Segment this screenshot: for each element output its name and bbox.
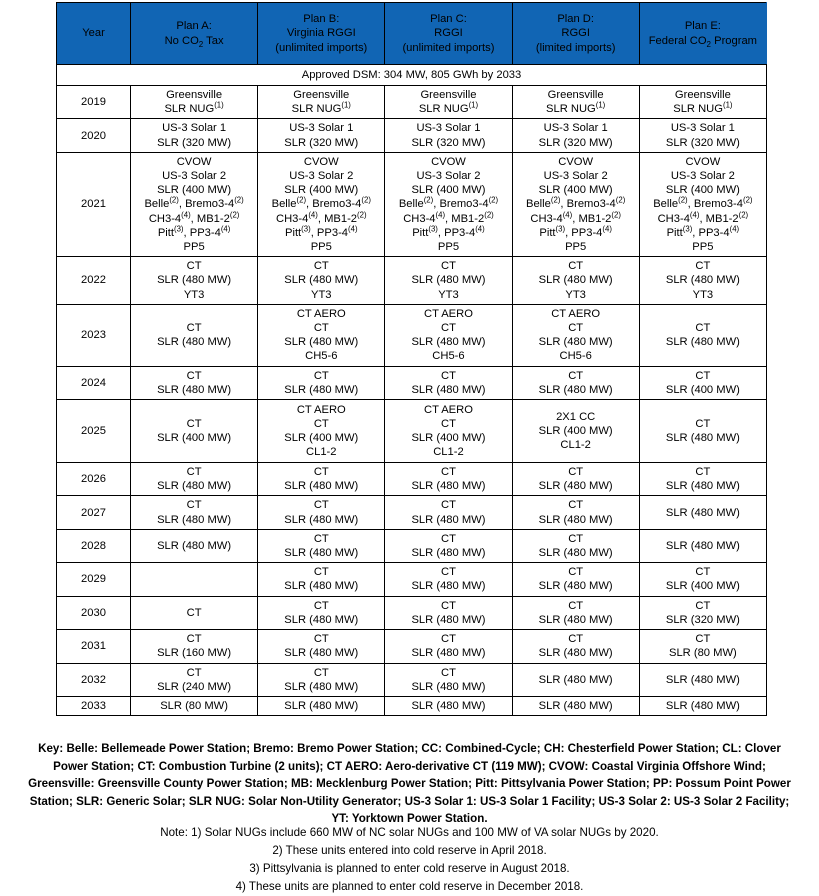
plan-a-cell: Greensville SLR NUG$^{(1)}$ xyxy=(131,86,258,119)
plan-b-cell: CT SLR (480 MW) xyxy=(258,663,385,696)
column-header-plan-e: Plan E: Federal $CO_2$ Program xyxy=(639,3,766,65)
plan-e-cell: SLR (480 MW) xyxy=(639,696,766,715)
plan-a-cell xyxy=(131,563,258,596)
plan-b-cell: Greensville SLR NUG$^{(1)}$ xyxy=(258,86,385,119)
year-cell: 2030 xyxy=(57,596,131,629)
plan-e-cell: SLR (480 MW) xyxy=(639,663,766,696)
plan-c-cell: CT SLR (480 MW) xyxy=(385,366,512,399)
key-line-2: Power Station; CT: Combustion Turbine (2 units); CT AERO: Aero-derivative CT (119 MW); CVOW: Coastal Virginia Offshore Wind; xyxy=(53,759,766,773)
plan-c-cell: CT SLR (480 MW) xyxy=(385,463,512,496)
plan-a-cell: CT SLR (400 MW) xyxy=(131,400,258,463)
key-line-3: Greensville: Greensville County Power Station; MB: Mecklenburg Power Station; Pitt: Pittsylvania Power Station; PP: Possum Point Power xyxy=(28,777,791,791)
year-cell: 2027 xyxy=(57,496,131,529)
year-cell: 2021 xyxy=(57,152,131,256)
plan-d-cell: SLR (480 MW) xyxy=(512,663,639,696)
key-line-4: Station; SLR: Generic Solar; SLR NUG: Solar Non-Utility Generator; US-3 Solar 1: US-3 Solar 1 Facility; US-3 Solar 2: US-3 Solar 2 Facility; xyxy=(29,794,790,808)
table-row xyxy=(57,257,767,305)
year-cell: 2019 xyxy=(57,86,131,119)
year-cell: 2020 xyxy=(57,119,131,152)
plan-b-cell: CT SLR (480 MW) xyxy=(258,463,385,496)
year-cell: 2025 xyxy=(57,400,131,463)
column-header-year: Year xyxy=(57,3,131,65)
plan-a-cell: SLR (80 MW) xyxy=(131,696,258,715)
plan-d-cell: CT SLR (480 MW) xyxy=(512,496,639,529)
key-line-5: YT: Yorktown Power Station. xyxy=(331,812,488,826)
plan-a-cell: CVOW US-3 Solar 2 SLR (400 MW) Belle$^{(2)}$, Bremo3-4$^{(2)}$ CH3-4$^{(4)}$, MB1-2$^{(2)}$ Pitt$^{(3)}$, PP3-4$^{(4)}$ PP5 xyxy=(131,152,258,256)
year-cell: 2026 xyxy=(57,463,131,496)
plan-c-cell: CT SLR (480 MW) YT3 xyxy=(385,257,512,305)
year-cell: 2024 xyxy=(57,366,131,399)
plan-c-cell: CT AERO CT SLR (480 MW) CH5-6 xyxy=(385,304,512,366)
plan-b-cell: US-3 Solar 1 SLR (320 MW) xyxy=(258,119,385,152)
year-cell: 2032 xyxy=(57,663,131,696)
table-row xyxy=(57,400,767,463)
plan-c-cell: CT SLR (480 MW) xyxy=(385,496,512,529)
year-cell: 2029 xyxy=(57,563,131,596)
approved-dsm-cell: Approved DSM: 304 MW, 805 GWh by 2033 xyxy=(57,65,767,86)
plan-b-cell: CT SLR (480 MW) xyxy=(258,563,385,596)
plan-a-cell: CT SLR (480 MW) YT3 xyxy=(131,257,258,305)
year-cell: 2022 xyxy=(57,257,131,305)
table-row xyxy=(57,119,767,152)
plan-e-cell: CVOW US-3 Solar 2 SLR (400 MW) Belle$^{(2)}$, Bremo3-4$^{(2)}$ CH3-4$^{(4)}$, MB1-2$^{(2)}$ Pitt$^{(3)}$, PP3-4$^{(4)}$ PP5 xyxy=(639,152,766,256)
plan-b-cell: SLR (480 MW) xyxy=(258,696,385,715)
plan-e-cell: CT SLR (480 MW) xyxy=(639,463,766,496)
table-row xyxy=(57,86,767,119)
table-row xyxy=(57,596,767,629)
plan-a-cell: US-3 Solar 1 SLR (320 MW) xyxy=(131,119,258,152)
notes-section xyxy=(18,824,801,896)
plan-b-cell: CT SLR (480 MW) xyxy=(258,366,385,399)
table-row xyxy=(57,563,767,596)
year-cell: 2028 xyxy=(57,529,131,562)
plan-b-cell: CT AERO CT SLR (480 MW) CH5-6 xyxy=(258,304,385,366)
table-body xyxy=(57,65,767,716)
table-row xyxy=(57,630,767,663)
plan-c-cell: CT SLR (480 MW) xyxy=(385,596,512,629)
table-row xyxy=(57,496,767,529)
year-cell: 2033 xyxy=(57,696,131,715)
plan-e-cell: CT SLR (320 MW) xyxy=(639,596,766,629)
column-header-plan-b: Plan B: Virginia RGGI (unlimited imports) xyxy=(258,3,385,65)
table-header xyxy=(57,3,767,65)
table-row xyxy=(57,529,767,562)
plan-b-cell: CT SLR (480 MW) xyxy=(258,596,385,629)
column-header-plan-d: Plan D: RGGI (limited imports) xyxy=(512,3,639,65)
plan-a-cell: CT SLR (480 MW) xyxy=(131,496,258,529)
table-row xyxy=(57,366,767,399)
year-cell: 2023 xyxy=(57,304,131,366)
plan-a-cell: CT SLR (480 MW) xyxy=(131,304,258,366)
plan-d-cell: CT SLR (480 MW) xyxy=(512,366,639,399)
plan-d-cell: CT SLR (480 MW) xyxy=(512,529,639,562)
note-1: Note: 1) Solar NUGs include 660 MW of NC solar NUGs and 100 MW of VA solar NUGs by 2020. xyxy=(160,826,659,839)
plan-comparison-table xyxy=(56,2,767,716)
plan-d-cell: SLR (480 MW) xyxy=(512,696,639,715)
plan-c-cell: CT AERO CT SLR (400 MW) CL1-2 xyxy=(385,400,512,463)
column-header-plan-c: Plan C: RGGI (unlimited imports) xyxy=(385,3,512,65)
plan-b-cell: CT SLR (480 MW) xyxy=(258,630,385,663)
plan-c-cell: SLR (480 MW) xyxy=(385,696,512,715)
note-4: 4) These units are planned to enter cold reserve in December 2018. xyxy=(235,880,584,893)
table-row xyxy=(57,152,767,256)
note-2: 2) These units entered into cold reserve in April 2018. xyxy=(272,844,547,857)
plan-d-cell: CT AERO CT SLR (480 MW) CH5-6 xyxy=(512,304,639,366)
plan-a-cell: SLR (480 MW) xyxy=(131,529,258,562)
plan-c-cell: CT SLR (480 MW) xyxy=(385,563,512,596)
plan-d-cell: CVOW US-3 Solar 2 SLR (400 MW) Belle$^{(2)}$, Bremo3-4$^{(2)}$ CH3-4$^{(4)}$, MB1-2$^{(2)}$ Pitt$^{(3)}$, PP3-4$^{(4)}$ PP5 xyxy=(512,152,639,256)
plan-c-cell: US-3 Solar 1 SLR (320 MW) xyxy=(385,119,512,152)
note-3: 3) Pittsylvania is planned to enter cold reserve in August 2018. xyxy=(249,862,570,875)
plan-e-cell: CT SLR (400 MW) xyxy=(639,366,766,399)
column-header-plan-a: Plan A: No $CO_2$ Tax xyxy=(131,3,258,65)
plan-b-cell: CT SLR (480 MW) YT3 xyxy=(258,257,385,305)
header-row xyxy=(57,3,767,65)
plan-c-cell: CT SLR (480 MW) xyxy=(385,630,512,663)
plan-a-cell: CT SLR (480 MW) xyxy=(131,366,258,399)
plan-d-cell: CT SLR (480 MW) xyxy=(512,463,639,496)
plan-d-cell: US-3 Solar 1 SLR (320 MW) xyxy=(512,119,639,152)
plan-a-cell: CT SLR (480 MW) xyxy=(131,463,258,496)
approved-dsm-row xyxy=(57,65,767,86)
plan-a-cell: CT SLR (160 MW) xyxy=(131,630,258,663)
plan-d-cell: CT SLR (480 MW) xyxy=(512,596,639,629)
plan-e-cell: CT SLR (480 MW) xyxy=(639,304,766,366)
plan-d-cell: CT SLR (480 MW) xyxy=(512,563,639,596)
plan-e-cell: Greensville SLR NUG$^{(1)}$ xyxy=(639,86,766,119)
plan-e-cell: CT SLR (480 MW) xyxy=(639,400,766,463)
table-row xyxy=(57,463,767,496)
plan-c-cell: CVOW US-3 Solar 2 SLR (400 MW) Belle$^{(2)}$, Bremo3-4$^{(2)}$ CH3-4$^{(4)}$, MB1-2$^{(2)}$ Pitt$^{(3)}$, PP3-4$^{(4)}$ PP5 xyxy=(385,152,512,256)
table-row xyxy=(57,696,767,715)
table-row xyxy=(57,304,767,366)
plan-d-cell: CT SLR (480 MW) xyxy=(512,630,639,663)
key-legend xyxy=(18,740,801,828)
plan-b-cell: CT AERO CT SLR (400 MW) CL1-2 xyxy=(258,400,385,463)
plan-e-cell: CT SLR (400 MW) xyxy=(639,563,766,596)
plan-a-cell: CT SLR (240 MW) xyxy=(131,663,258,696)
plan-e-cell: CT SLR (480 MW) YT3 xyxy=(639,257,766,305)
table-row xyxy=(57,663,767,696)
plan-d-cell: CT SLR (480 MW) YT3 xyxy=(512,257,639,305)
plan-c-cell: CT SLR (480 MW) xyxy=(385,663,512,696)
plan-e-cell: SLR (480 MW) xyxy=(639,529,766,562)
plan-b-cell: CT SLR (480 MW) xyxy=(258,529,385,562)
plan-b-cell: CVOW US-3 Solar 2 SLR (400 MW) Belle$^{(2)}$, Bremo3-4$^{(2)}$ CH3-4$^{(4)}$, MB1-2$^{(2)}$ Pitt$^{(3)}$, PP3-4$^{(4)}$ PP5 xyxy=(258,152,385,256)
plan-c-cell: Greensville SLR NUG$^{(1)}$ xyxy=(385,86,512,119)
plan-d-cell: Greensville SLR NUG$^{(1)}$ xyxy=(512,86,639,119)
plan-e-cell: US-3 Solar 1 SLR (320 MW) xyxy=(639,119,766,152)
plan-b-cell: CT SLR (480 MW) xyxy=(258,496,385,529)
plan-c-cell: CT SLR (480 MW) xyxy=(385,529,512,562)
plan-a-cell: CT xyxy=(131,596,258,629)
key-line-1: Key: Belle: Bellemeade Power Station; Bremo: Bremo Power Station; CC: Combined-Cycle; CH: Chesterfield Power Station; CL: Clover xyxy=(38,742,781,755)
plan-e-cell: SLR (480 MW) xyxy=(639,496,766,529)
year-cell: 2031 xyxy=(57,630,131,663)
plan-d-cell: 2X1 CC SLR (400 MW) CL1-2 xyxy=(512,400,639,463)
plan-e-cell: CT SLR (80 MW) xyxy=(639,630,766,663)
